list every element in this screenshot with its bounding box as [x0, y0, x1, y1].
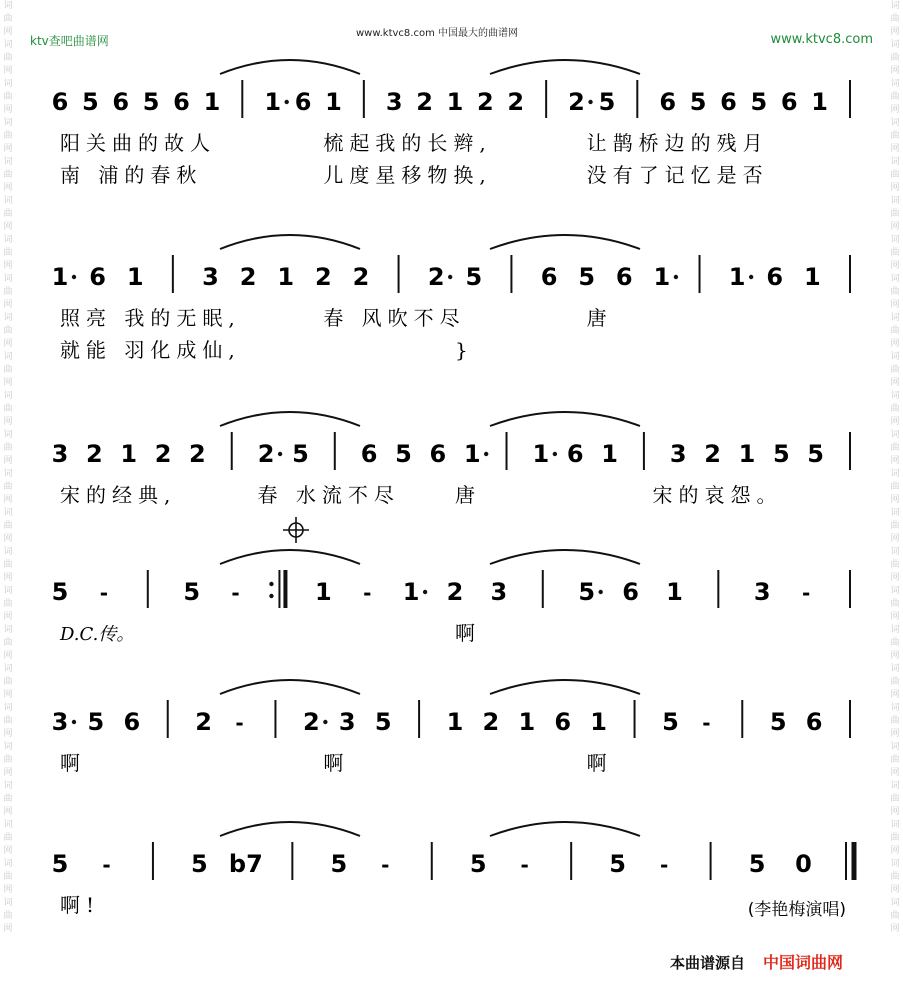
repeat-dot	[269, 594, 273, 598]
slur-arc	[490, 412, 640, 426]
score-note: 5	[51, 850, 69, 878]
score-note: 2	[257, 440, 275, 468]
score-note: 1	[277, 263, 295, 291]
slur-arc	[490, 680, 640, 694]
slur-arc	[220, 680, 360, 694]
score-note: 5	[807, 440, 825, 468]
augmentation-dot	[284, 100, 288, 104]
lyric-line-second-verse: 儿度星移物换,	[323, 163, 492, 187]
source-label: 本曲谱源自	[670, 954, 746, 972]
score-note: 6	[766, 263, 784, 291]
score-note: 6	[173, 88, 190, 116]
score-note: 1	[653, 263, 671, 291]
augmentation-dot	[423, 590, 427, 594]
score-note: 1	[811, 88, 828, 116]
score-note: 2	[568, 88, 585, 116]
lyric-line: 宋的哀怨。	[652, 483, 783, 507]
slur-arc	[220, 235, 360, 249]
augmentation-dot	[278, 452, 282, 456]
score-note: 5	[662, 708, 679, 736]
lyric-line: 啊!	[60, 893, 101, 917]
score-note: 2	[704, 440, 721, 468]
score-note: 3	[385, 88, 403, 116]
score-note: 2	[303, 708, 320, 736]
score-note: 6	[615, 263, 633, 291]
score-note: 1	[203, 88, 221, 116]
augmentation-dot	[72, 275, 76, 279]
lyric-line-second-verse: 就能 羽化成仙,	[60, 338, 241, 362]
lyric-line-second-verse: 南 浦的春秋	[60, 163, 203, 187]
lyric-line: 唐	[455, 483, 481, 507]
score-note: 5	[191, 850, 208, 878]
source-brand: 中国词曲网	[763, 953, 844, 972]
slur-arc	[220, 412, 360, 426]
score-note: 1	[446, 88, 464, 116]
augmentation-dot	[323, 720, 327, 724]
augmentation-dot	[553, 452, 557, 456]
score-note: 5	[772, 440, 790, 468]
score-note: 2	[507, 88, 525, 116]
dash-extension: -	[363, 581, 372, 605]
score-note: 5	[578, 263, 596, 291]
score-note: 6	[51, 88, 69, 116]
score-note: 1	[532, 440, 550, 468]
lyric-line: 春 水流不尽	[257, 483, 400, 507]
score-note: 5	[292, 440, 309, 468]
slur-arc	[490, 235, 640, 249]
lyric-line: 啊	[60, 751, 86, 775]
score-note: 5	[689, 88, 707, 116]
score-note: 5	[395, 440, 412, 468]
augmentation-dot	[72, 720, 76, 724]
score-note: 2	[482, 708, 500, 736]
score-note: 6	[89, 263, 106, 291]
score-note: 1	[601, 440, 618, 468]
header-site-center: www.ktvc8.com 中国最大的曲谱网	[356, 28, 519, 39]
score-note: 1	[738, 440, 756, 468]
score-note: 3	[202, 263, 219, 291]
score-note: 2	[195, 708, 212, 736]
dash-extension: -	[520, 853, 529, 877]
dash-extension: -	[99, 581, 109, 605]
lyric-line: 让鹊桥边的残月	[586, 131, 769, 155]
slur-arc	[490, 60, 640, 74]
slur-arc	[490, 822, 640, 836]
score-note: 3	[51, 708, 69, 736]
score-note: 1	[120, 440, 138, 468]
score-note: 0	[795, 850, 812, 878]
score-note: 5	[465, 263, 483, 291]
source-footer	[670, 950, 843, 973]
lyric-line: 啊	[455, 621, 481, 645]
score-note: 5	[330, 850, 348, 878]
score-note: 3	[669, 440, 687, 468]
side-watermark-left: 词曲网词曲网词曲网词曲网词曲网词曲网词曲网词曲网词曲网词曲网词曲网词曲网词曲网词曲网词曲网词曲网词曲网词曲网词曲网词曲网词曲网词曲网词曲网词曲网	[3, 1, 13, 934]
score-note: 5	[51, 578, 69, 606]
score-note: 3	[338, 708, 356, 736]
score-note: 6	[360, 440, 378, 468]
score-note: 6	[622, 578, 639, 606]
score-note: 3	[753, 578, 771, 606]
score-note: 6	[566, 440, 584, 468]
score-note: 6	[720, 88, 737, 116]
score-note: 3	[490, 578, 508, 606]
score-note: 1	[314, 578, 332, 606]
score-note: 5	[469, 850, 487, 878]
score-note: 5	[82, 88, 99, 116]
slur-arc	[490, 550, 640, 564]
score-note: 2	[352, 263, 370, 291]
score-note: 5	[769, 708, 787, 736]
repeat-dot	[269, 582, 273, 586]
score-note: 2	[189, 440, 206, 468]
score-note: 2	[314, 263, 332, 291]
augmentation-dot	[484, 452, 488, 456]
side-watermark-right: 词曲网词曲网词曲网词曲网词曲网词曲网词曲网词曲网词曲网词曲网词曲网词曲网词曲网词曲网词曲网词曲网词曲网词曲网词曲网词曲网词曲网词曲网词曲网词曲网	[890, 1, 900, 934]
lyric-line: 宋的经典,	[60, 483, 177, 507]
score-note: b7	[228, 850, 263, 878]
score-note: 6	[659, 88, 677, 116]
performer-credit: (李艳梅演唱)	[747, 900, 846, 920]
header-site-right: www.ktvc8.com	[770, 32, 873, 47]
lyric-line: 唐	[586, 306, 613, 330]
score-note: 5	[87, 708, 105, 736]
score-note: 1	[402, 578, 420, 606]
score-note: 2	[477, 88, 494, 116]
score-note: 5	[578, 578, 596, 606]
score-note: 2	[416, 88, 433, 116]
lyric-line: 春 风吹不尽	[323, 306, 466, 330]
score-note: 1	[51, 263, 69, 291]
score-note: 1	[728, 263, 746, 291]
score-note: 6	[294, 88, 312, 116]
dash-extension: -	[801, 581, 811, 605]
score-note: 6	[540, 263, 558, 291]
dash-extension: -	[235, 711, 244, 735]
score-note: 6	[429, 440, 447, 468]
score-note: 1	[325, 88, 342, 116]
lyric-line-second-verse: }	[455, 338, 474, 362]
score-note: 6	[805, 708, 823, 736]
score-note: 5	[598, 88, 616, 116]
score-note: 5	[142, 88, 160, 116]
score-note: 5	[748, 850, 766, 878]
score-note: 6	[123, 708, 141, 736]
score-note: 1	[804, 263, 821, 291]
score-note: 6	[112, 88, 130, 116]
dash-extension: -	[702, 711, 711, 735]
score-note: 2	[85, 440, 103, 468]
score-note: 1	[518, 708, 536, 736]
augmentation-dot	[749, 275, 753, 279]
score-note: 1	[126, 263, 144, 291]
score-note: 5	[374, 708, 392, 736]
augmentation-dot	[448, 275, 452, 279]
dash-extension: -	[102, 853, 111, 877]
score-note: 1	[590, 708, 607, 736]
score-note: 1	[264, 88, 282, 116]
dash-extension: -	[231, 581, 240, 605]
augmentation-dot	[588, 100, 592, 104]
slur-arc	[220, 60, 360, 74]
score-note: 1	[446, 708, 464, 736]
score-note: 3	[51, 440, 69, 468]
score-note: 6	[780, 88, 798, 116]
score-note: 2	[239, 263, 257, 291]
augmentation-dot	[674, 275, 678, 279]
dash-extension: -	[381, 853, 390, 877]
score-note: 1	[666, 578, 683, 606]
score-note: 6	[554, 708, 572, 736]
lyric-line: 啊	[323, 751, 350, 775]
lyric-line: 梳起我的长辫,	[323, 131, 492, 155]
lyric-line-second-verse: 没有了记忆是否	[586, 163, 769, 187]
slur-arc	[220, 822, 360, 836]
score-note: 2	[154, 440, 172, 468]
score-note: 5	[609, 850, 626, 878]
score-note: 1	[463, 440, 481, 468]
lyric-line: 阳关曲的故人	[60, 131, 216, 155]
score-note: 5	[183, 578, 201, 606]
lyric-line: 啊	[586, 751, 613, 775]
lyric-line: 照亮 我的无眠,	[60, 306, 241, 330]
score-note: 2	[446, 578, 464, 606]
score-note: 2	[427, 263, 445, 291]
slur-arc	[220, 550, 360, 564]
lyric-line: D.C.传。	[60, 624, 135, 645]
score-note: 5	[750, 88, 768, 116]
augmentation-dot	[598, 590, 602, 594]
dash-extension: -	[659, 853, 669, 877]
header-site-left: ktv查吧曲谱网	[30, 34, 109, 48]
